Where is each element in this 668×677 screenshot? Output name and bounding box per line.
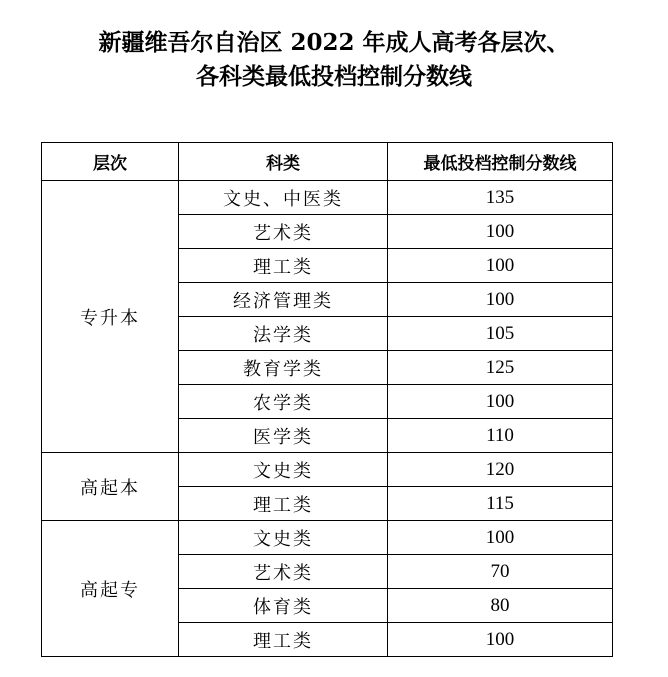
category-cell: 医学类 bbox=[179, 419, 388, 453]
score-cell: 100 bbox=[388, 215, 613, 249]
level-cell: 高起专 bbox=[42, 521, 179, 657]
level-cell: 高起本 bbox=[42, 453, 179, 521]
table-row bbox=[42, 453, 613, 487]
category-cell: 艺术类 bbox=[179, 215, 388, 249]
score-cell: 70 bbox=[388, 555, 613, 589]
document-title-line-2: 各科类最低投档控制分数线 bbox=[196, 63, 472, 90]
score-table bbox=[41, 142, 613, 657]
score-cell: 100 bbox=[388, 283, 613, 317]
score-cell: 125 bbox=[388, 351, 613, 385]
score-cell: 100 bbox=[388, 385, 613, 419]
category-cell: 理工类 bbox=[179, 487, 388, 521]
category-cell: 文史、中医类 bbox=[179, 181, 388, 215]
category-cell: 体育类 bbox=[179, 589, 388, 623]
score-cell: 80 bbox=[388, 589, 613, 623]
header-category: 科类 bbox=[179, 143, 388, 181]
category-cell: 教育学类 bbox=[179, 351, 388, 385]
header-level: 层次 bbox=[42, 143, 179, 181]
table-row bbox=[42, 521, 613, 555]
score-cell: 100 bbox=[388, 249, 613, 283]
category-cell: 文史类 bbox=[179, 521, 388, 555]
score-cell: 115 bbox=[388, 487, 613, 521]
document-title-line-1: 新疆维吾尔自治区 2022 年成人高考各层次、 bbox=[98, 29, 570, 56]
score-cell: 120 bbox=[388, 453, 613, 487]
score-cell: 135 bbox=[388, 181, 613, 215]
score-cell: 110 bbox=[388, 419, 613, 453]
category-cell: 理工类 bbox=[179, 623, 388, 657]
header-score: 最低投档控制分数线 bbox=[388, 143, 613, 181]
score-cell: 100 bbox=[388, 623, 613, 657]
level-cell: 专升本 bbox=[42, 181, 179, 453]
category-cell: 法学类 bbox=[179, 317, 388, 351]
score-cell: 105 bbox=[388, 317, 613, 351]
category-cell: 艺术类 bbox=[179, 555, 388, 589]
table-header-row bbox=[42, 143, 613, 181]
category-cell: 经济管理类 bbox=[179, 283, 388, 317]
score-cell: 100 bbox=[388, 521, 613, 555]
category-cell: 理工类 bbox=[179, 249, 388, 283]
category-cell: 农学类 bbox=[179, 385, 388, 419]
table-row bbox=[42, 181, 613, 215]
category-cell: 文史类 bbox=[179, 453, 388, 487]
